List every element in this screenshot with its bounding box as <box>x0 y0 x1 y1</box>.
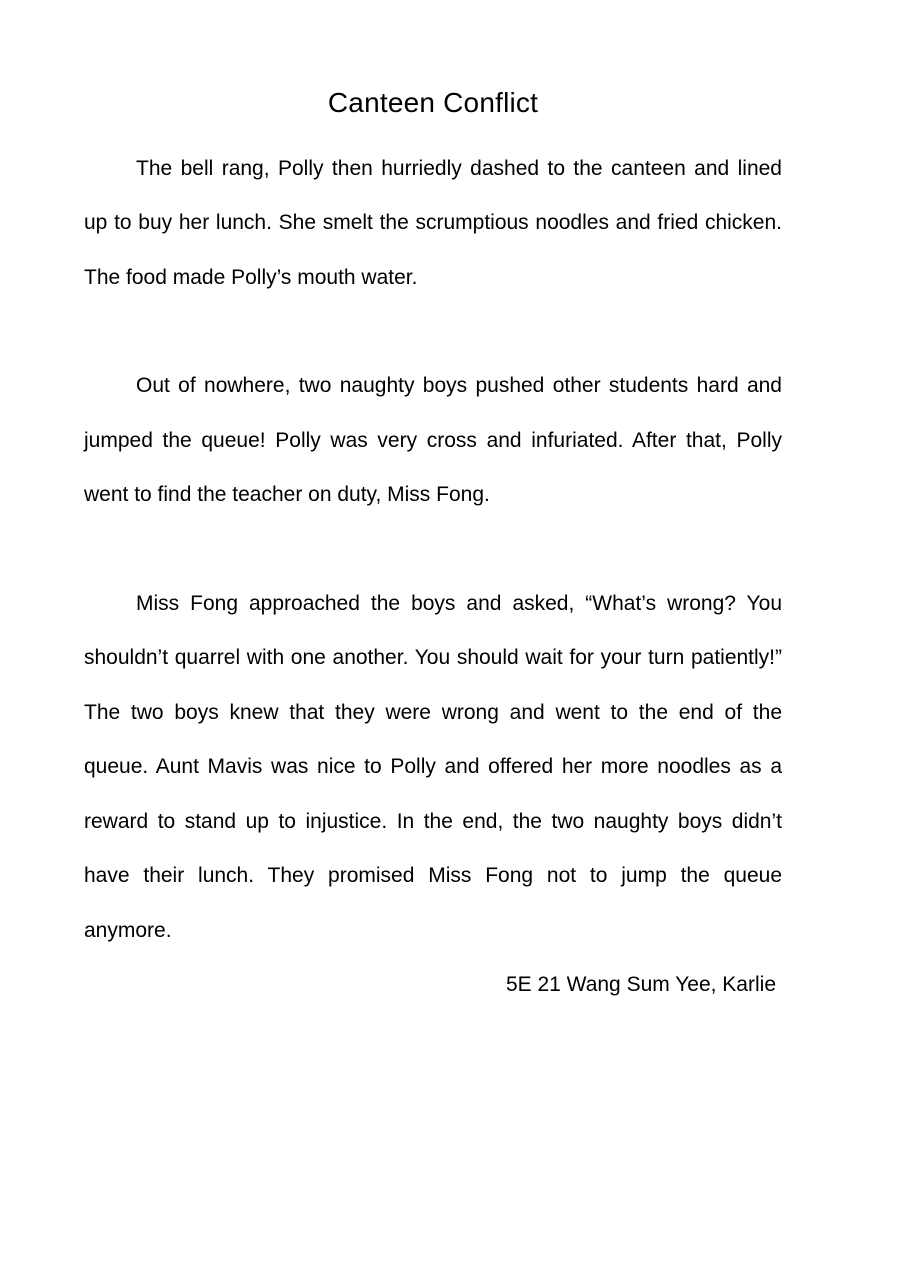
document-body <box>84 0 782 1013</box>
paragraph-spacer-1 <box>84 305 782 359</box>
paragraph-1: The bell rang, Polly then hurriedly dashed to the canteen and lined up to buy her lunch. She smelt the scrumptious noodles and fried chicken. The food made Polly’s mouth water. <box>84 156 782 289</box>
paragraph-2: Out of nowhere, two naughty boys pushed other students hard and jumped the queue! Polly was very cross and infuriated. After that, Polly went to find the teacher on duty, Miss Fong. <box>84 374 782 507</box>
paragraph-spacer-2 <box>84 523 782 577</box>
page-title: Canteen Conflict <box>327 87 539 118</box>
paragraph-3: Miss Fong approached the boys and asked, “What’s wrong? You shouldn’t quarrel with one another. You should wait for your turn patiently!” The two boys knew that they were wrong and went to the end of the queue. Aunt Mavis was nice to Polly and offered her more noodles as a reward to stand up to injustice. In the end, the two naughty boys didn’t have their lunch. They promised Miss Fong not to jump the queue anymore. <box>84 591 782 942</box>
author-signature: 5E 21 Wang Sum Yee, Karlie <box>505 973 776 997</box>
